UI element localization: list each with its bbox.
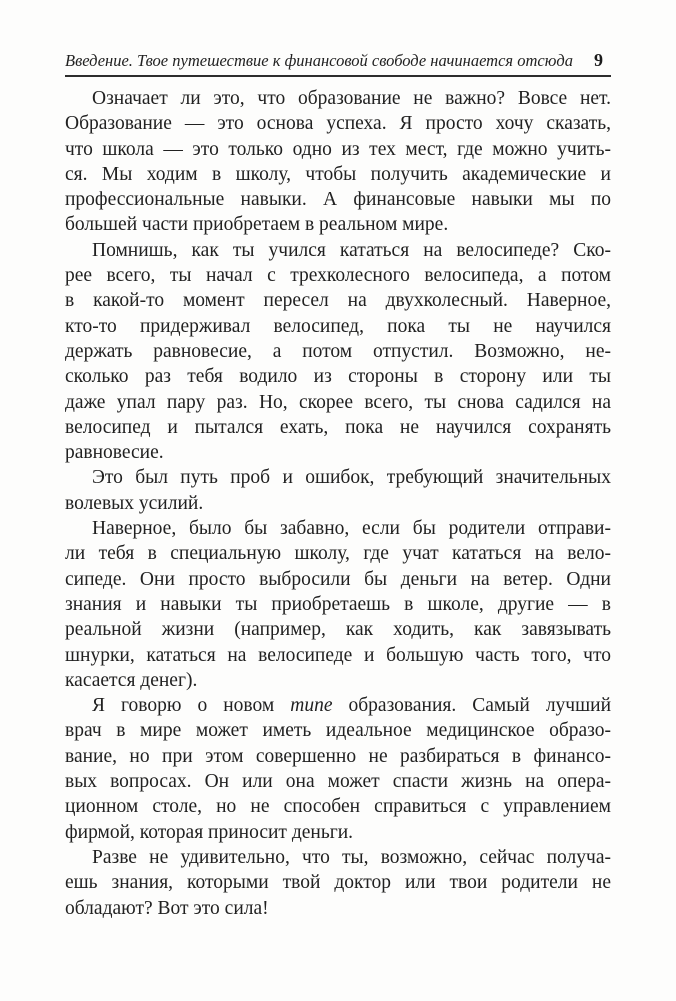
text-line: Наверное, было бы забавно, если бы родители отправи-	[92, 518, 611, 540]
text-line: большей части приобретаем в реальном мире.	[65, 214, 449, 236]
text-line: шнурки, кататься на велосипеде и большую часть того, что	[65, 644, 611, 666]
text-line: профессиональные навыки. А финансовые навыки мы по	[65, 189, 611, 211]
text-line: волевых усилий.	[65, 492, 204, 514]
text-line: фирмой, которая приносит деньги.	[65, 821, 354, 843]
text-segment: образования. Самый лучший	[332, 695, 611, 717]
paragraph	[65, 516, 611, 693]
running-header	[65, 50, 611, 77]
text-line: Разве не удивительно, что ты, возможно, сейчас получа-	[92, 846, 611, 868]
text-line: вых вопросах. Он или она может спасти жизнь на опера-	[65, 771, 611, 793]
text-line: сипеде. Они просто выбросили бы деньги на ветер. Одни	[65, 568, 611, 590]
page-body	[65, 86, 611, 921]
text-line: обладают? Вот это сила!	[65, 897, 269, 919]
text-line: равновесие.	[65, 442, 164, 464]
text-line: реальной жизни (например, как ходить, как завязывать	[65, 619, 611, 641]
text-line: в какой-то момент пересел на двухколесный. Наверное,	[65, 290, 611, 312]
text-line: вание, но при этом совершенно не разбираться в финансо-	[65, 745, 611, 767]
text-segment: Я говорю о новом	[92, 695, 291, 717]
text-line: ешь знания, которыми твой доктор или твои родители не	[65, 872, 611, 894]
text-line: Означает ли это, что образование не важно? Вовсе нет.	[92, 88, 611, 109]
text-line: касается денег).	[65, 669, 198, 691]
text-line: рее всего, ты начал с трехколесного велосипеда, а потом	[65, 265, 611, 287]
paragraph	[65, 238, 611, 466]
text-line: велосипед и пытался ехать, пока не научился сохранять	[65, 416, 611, 438]
text-line: знания и навыки ты приобретаешь в школе, другие — в	[65, 593, 611, 615]
text-line: ционном столе, но не способен справиться с управлением	[65, 796, 611, 818]
text-line: даже упал пару раз. Но, скорее всего, ты снова садился на	[65, 391, 611, 413]
text-line: ли тебя в специальную школу, где учат кататься на вело-	[65, 543, 611, 565]
text-line	[65, 693, 611, 718]
page-number: 9	[594, 50, 603, 70]
paragraph	[65, 845, 611, 921]
paragraph	[65, 86, 611, 238]
text-line: Помнишь, как ты учился кататься на велосипеде? Ско-	[92, 239, 611, 261]
text-line: ся. Мы ходим в школу, чтобы получить академические и	[65, 163, 611, 185]
text-line: кто-то придерживал велосипед, пока ты не научился	[65, 315, 611, 337]
paragraph	[65, 693, 611, 845]
emphasized-text: типе	[290, 695, 333, 717]
text-line: Это был путь проб и ошибок, требующий значительных	[92, 467, 611, 489]
text-line: Образование — это основа успеха. Я просто хочу сказать,	[65, 113, 611, 135]
text-line: сколько раз тебя водило из стороны в сторону или ты	[65, 366, 611, 388]
text-line: что школа — это только одно из тех мест, где можно учить-	[65, 138, 611, 160]
running-header-title: Введение. Твое путешествие к финансовой свободе начинается отсюда	[65, 51, 573, 70]
text-line: врач в мире может иметь идеальное медицинское образо-	[65, 720, 611, 742]
text-line: держать равновесие, а потом отпустил. Возможно, не-	[65, 340, 611, 362]
paragraph	[65, 465, 611, 516]
